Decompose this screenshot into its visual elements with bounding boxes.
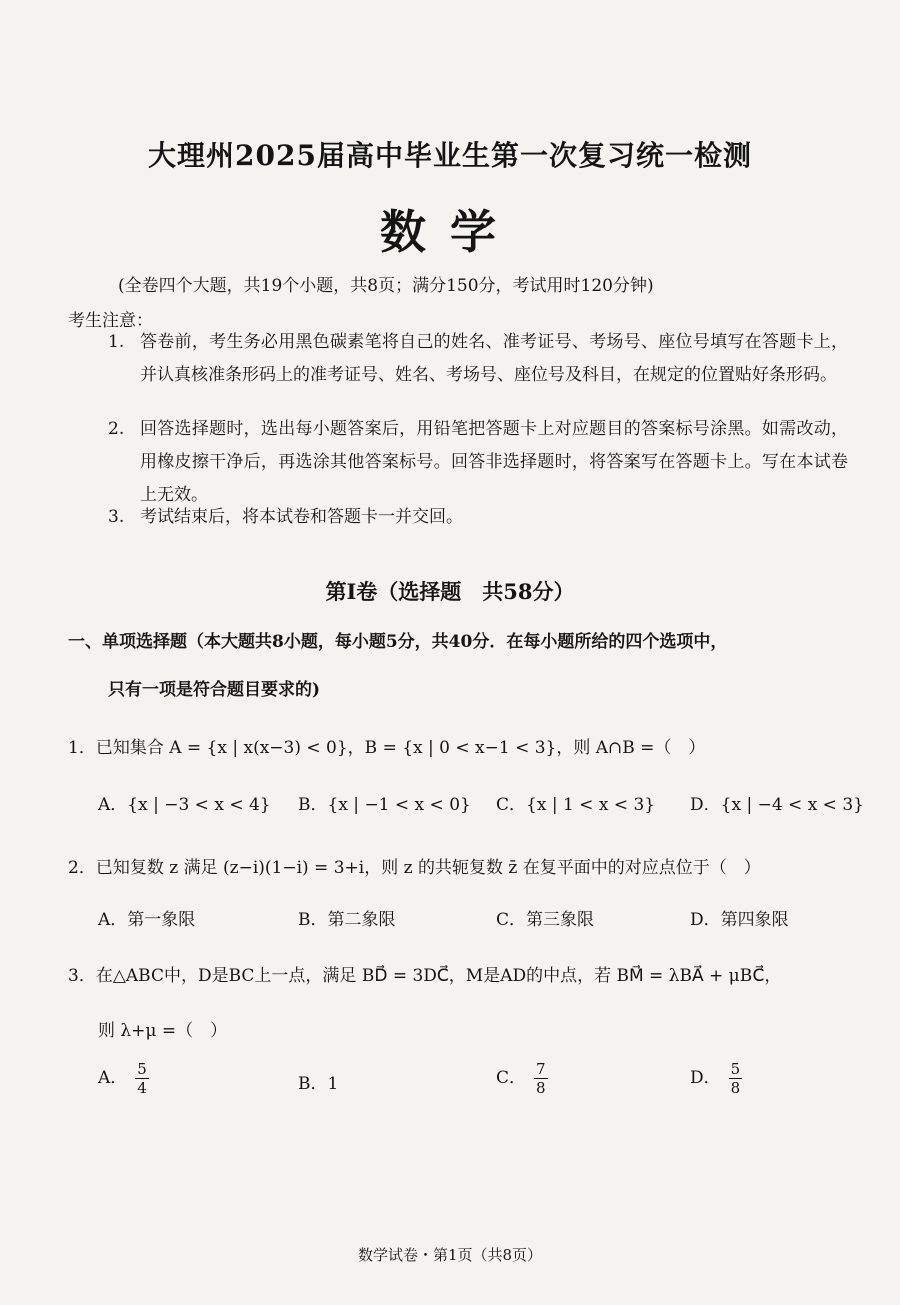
notice-item [108,413,848,512]
question-3-stem: 3．在△ABC中，D是BC上一点，满足 BD⃗ = 3DC⃗，M是AD的中点，若 BM⃗ = λBA⃗ + μBC⃗， [68,966,782,986]
option-text: {x | −4 < x < 3} [720,795,864,815]
notice-item-text: 答卷前，考生务必用黑色碳素笔将自己的姓名、准考证号、考场号、座位号填写在答题卡上，并认真核准条形码上的准考证号、姓名、考场号、座位号及科目，在规定的位置贴好条形码。 [140,332,848,385]
notice-item [108,326,848,392]
fraction-numerator: 7 [536,1060,546,1078]
fraction-denominator: 8 [536,1079,546,1097]
subject-title: 数学 [380,205,520,259]
question-1-option-c [496,790,655,815]
question-2-option-c [496,905,594,930]
notice-item [108,501,848,534]
option-text: {x | −3 < x < 4} [127,795,271,815]
option-text: {x | −1 < x < 0} [327,795,471,815]
option-text: {x | 1 < x < 3} [526,795,656,815]
notice-item-text: 回答选择题时，选出每小题答案后，用铅笔把答题卡上对应题目的答案标号涂黑。如需改动，用橡皮擦干净后，再选涂其他答案标号。回答非选择题时，将答案写在答题卡上。写在本试卷上无效。 [140,419,848,505]
question-1-stem: 1．已知集合 A = {x | x(x−3) < 0}，B = {x | 0 < x−1 < 3}，则 A∩B =（ ） [68,738,706,758]
page-footer: 数学试卷・第1页（共8页） [357,1246,543,1264]
option-label: C． [496,795,527,815]
option-text: 第一象限 [127,910,196,930]
option-label: A． [98,910,128,930]
question-1-option-a [98,790,271,815]
question-3-option-a [98,1060,149,1097]
question-1-option-b [298,790,471,815]
option-label: D． [690,795,721,815]
question-3-option-d [690,1060,742,1097]
question-3-stem-continued: 则 λ+μ =（ ） [98,1021,228,1041]
option-label: A． [98,795,128,815]
section-heading-continued: 只有一项是符合题目要求的) [108,680,321,700]
part-title: 第Ⅰ卷（选择题 共58分） [325,579,575,604]
notice-item-number: 3. [108,507,125,527]
option-label: D． [690,910,721,930]
question-3-option-b [298,1069,338,1094]
notice-item-text: 考试结束后，将本试卷和答题卡一并交回。 [140,507,463,527]
section-heading: 一、单项选择题（本大题共8小题，每小题5分，共40分．在每小题所给的四个选项中， [68,632,728,652]
option-label: D． [690,1068,721,1088]
exam-info: (全卷四个大题，共19个小题，共8页；满分150分，考试用时120分钟) [118,276,654,296]
notice-title: 考生注意： [68,311,153,331]
option-text: 第三象限 [526,910,595,930]
option-label: B． [298,795,328,815]
fraction-denominator: 4 [137,1079,147,1097]
fraction-denominator: 8 [730,1079,741,1097]
option-label: B． [298,1074,328,1094]
question-2-stem: 2．已知复数 z 满足 (z−i)(1−i) = 3+i，则 z 的共轭复数 z̄ 在复平面中的对应点位于（ ） [68,858,761,878]
question-2-option-b [298,905,396,930]
option-text: 第四象限 [720,910,789,930]
exam-title: 大理州2025届高中毕业生第一次复习统一检测 [148,139,752,172]
notice-item-number: 1. [108,332,125,352]
fraction-numerator: 5 [137,1060,147,1078]
fraction [729,1060,743,1097]
notice-item-number: 2. [108,419,125,439]
fraction-numerator: 5 [730,1060,741,1078]
option-label: B． [298,910,328,930]
question-2-option-a [98,905,195,930]
question-3-option-c [496,1060,548,1097]
question-1-option-d [690,790,864,815]
fraction [135,1060,149,1097]
option-label: C． [496,1068,527,1088]
fraction [534,1060,548,1097]
option-text: 1 [327,1074,339,1094]
question-2-option-d [690,905,789,930]
option-label: A． [98,1068,128,1088]
option-label: C． [496,910,527,930]
option-text: 第二象限 [327,910,396,930]
